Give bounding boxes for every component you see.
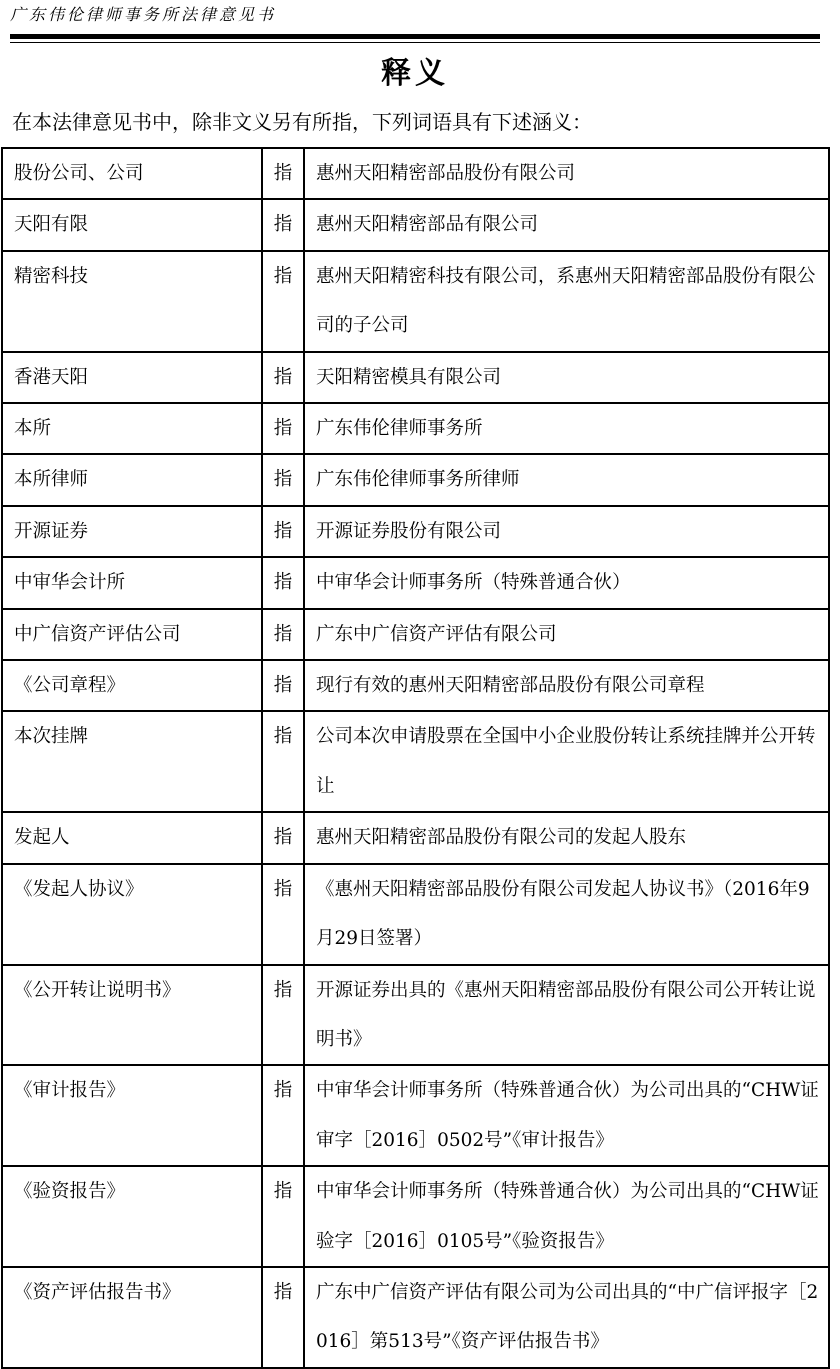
definition-cell: 广东伟伦律师事务所 <box>304 403 829 454</box>
term-cell: 《发起人协议》 <box>2 864 262 965</box>
term-cell: 中广信资产评估公司 <box>2 609 262 660</box>
running-header: 广东伟伦律师事务所法律意见书 <box>10 5 277 24</box>
term-cell: 本次挂牌 <box>2 711 262 812</box>
refers-cell: 指 <box>262 251 304 352</box>
term-cell: 天阳有限 <box>2 199 262 250</box>
definition-cell: 惠州天阳精密科技有限公司，系惠州天阳精密部品股份有限公司的子公司 <box>304 251 829 352</box>
refers-cell: 指 <box>262 711 304 812</box>
refers-cell: 指 <box>262 864 304 965</box>
term-cell: 《公开转让说明书》 <box>2 965 262 1066</box>
definition-cell: 惠州天阳精密部品股份有限公司的发起人股东 <box>304 812 829 863</box>
term-cell: 《公司章程》 <box>2 660 262 711</box>
definition-cell: 中审华会计师事务所（特殊普通合伙）为公司出具的“CHW证验字［2016］0105号”《验资报告》 <box>304 1166 829 1267</box>
term-cell: 香港天阳 <box>2 352 262 403</box>
refers-cell: 指 <box>262 965 304 1066</box>
definition-cell: 惠州天阳精密部品有限公司 <box>304 199 829 250</box>
table-row <box>2 352 829 403</box>
table-row <box>2 711 829 812</box>
table-row <box>2 403 829 454</box>
definition-cell: 开源证券股份有限公司 <box>304 506 829 557</box>
refers-cell: 指 <box>262 1065 304 1166</box>
table-row <box>2 1065 829 1166</box>
table-row <box>2 812 829 863</box>
refers-cell: 指 <box>262 660 304 711</box>
definition-cell: 广东中广信资产评估有限公司 <box>304 609 829 660</box>
definition-cell: 《惠州天阳精密部品股份有限公司发起人协议书》（2016年9月29日签署） <box>304 864 829 965</box>
section-title: 释义 <box>381 56 449 91</box>
table-row <box>2 251 829 352</box>
term-cell: 本所律师 <box>2 454 262 505</box>
table-row <box>2 1166 829 1267</box>
term-cell: 精密科技 <box>2 251 262 352</box>
header-rule-thin <box>10 42 820 43</box>
refers-cell: 指 <box>262 403 304 454</box>
definition-cell: 广东中广信资产评估有限公司为公司出具的“中广信评报字［2016］第513号”《资产评估报告书》 <box>304 1267 829 1368</box>
definition-cell: 广东伟伦律师事务所律师 <box>304 454 829 505</box>
refers-cell: 指 <box>262 506 304 557</box>
term-cell: 中审华会计所 <box>2 557 262 608</box>
refers-cell: 指 <box>262 199 304 250</box>
header-rule-thick <box>10 34 820 39</box>
definition-cell: 天阳精密模具有限公司 <box>304 352 829 403</box>
table-row <box>2 965 829 1066</box>
table-row <box>2 660 829 711</box>
definition-cell: 中审华会计师事务所（特殊普通合伙） <box>304 557 829 608</box>
refers-cell: 指 <box>262 148 304 199</box>
term-cell: 股份公司、公司 <box>2 148 262 199</box>
table-row <box>2 1267 829 1368</box>
refers-cell: 指 <box>262 557 304 608</box>
term-cell: 《验资报告》 <box>2 1166 262 1267</box>
table-row <box>2 609 829 660</box>
term-cell: 开源证券 <box>2 506 262 557</box>
refers-cell: 指 <box>262 812 304 863</box>
table-row <box>2 864 829 965</box>
definition-cell: 公司本次申请股票在全国中小企业股份转让系统挂牌并公开转让 <box>304 711 829 812</box>
refers-cell: 指 <box>262 1166 304 1267</box>
term-cell: 发起人 <box>2 812 262 863</box>
definition-cell: 开源证券出具的《惠州天阳精密部品股份有限公司公开转让说明书》 <box>304 965 829 1066</box>
definition-cell: 惠州天阳精密部品股份有限公司 <box>304 148 829 199</box>
term-cell: 《审计报告》 <box>2 1065 262 1166</box>
table-row <box>2 506 829 557</box>
refers-cell: 指 <box>262 352 304 403</box>
intro-paragraph: 在本法律意见书中，除非文义另有所指，下列词语具有下述涵义： <box>12 110 592 134</box>
table-row <box>2 557 829 608</box>
term-cell: 《资产评估报告书》 <box>2 1267 262 1368</box>
term-cell: 本所 <box>2 403 262 454</box>
definition-cell: 现行有效的惠州天阳精密部品股份有限公司章程 <box>304 660 829 711</box>
refers-cell: 指 <box>262 609 304 660</box>
definitions-table <box>1 147 830 1369</box>
refers-cell: 指 <box>262 454 304 505</box>
table-row <box>2 199 829 250</box>
refers-cell: 指 <box>262 1267 304 1368</box>
table-row <box>2 454 829 505</box>
table-row <box>2 148 829 199</box>
definition-cell: 中审华会计师事务所（特殊普通合伙）为公司出具的“CHW证审字［2016］0502号”《审计报告》 <box>304 1065 829 1166</box>
